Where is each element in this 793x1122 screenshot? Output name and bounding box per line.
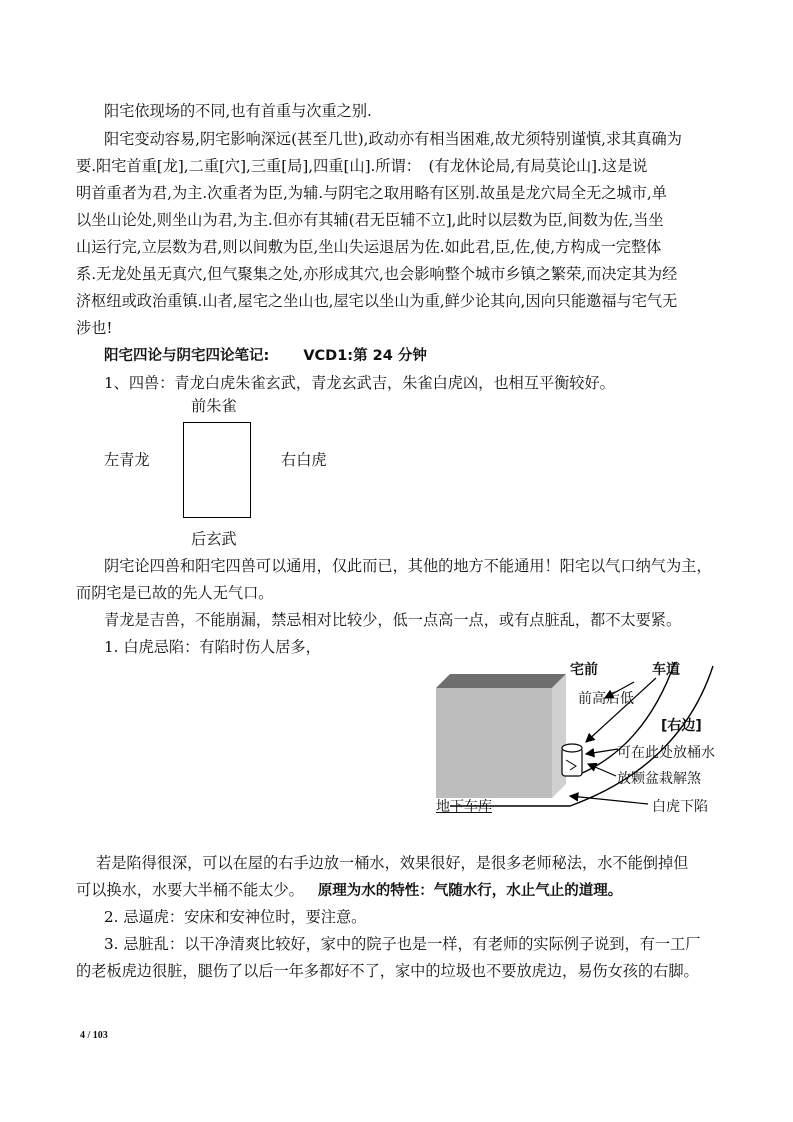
label-left-azure-dragon: 左青龙 xyxy=(104,451,150,469)
paragraph-text: 以坐山论处,则坐山为君,为主.但亦有其辅(君无臣辅不立],此时以层数为臣,间数为佐,当坐 xyxy=(76,211,664,229)
paragraph-text: 青龙是吉兽，不能崩漏，禁忌相对比较少，低一点高一点，或有点脏乱，都不太要紧。 xyxy=(104,611,682,629)
section-heading xyxy=(104,343,736,369)
page-number: 4 / 103 xyxy=(80,1030,108,1041)
paragraph-text: 阴宅论四兽和阳宅四兽可以通用，仅此而已，其他的地方不能通用！阳宅以气口纳气为主， xyxy=(104,557,712,575)
house-box xyxy=(183,422,251,518)
paragraph-text: 涉也! xyxy=(76,319,113,337)
cube-side xyxy=(552,674,566,798)
list-item-tiger-sink: 1. 白虎忌陷：有陷时伤人居多， xyxy=(104,638,321,656)
label-back-black-tortoise: 后玄武 xyxy=(191,530,237,548)
label-house-front: 宅前 xyxy=(570,662,598,678)
label-right-white-tiger: 右白虎 xyxy=(281,451,327,469)
label-front-high: 前高后低 xyxy=(578,691,634,707)
paragraph-text: 的老板虎边很脏，腿伤了以后一年多都好不了，家中的垃圾也不要放虎边，易伤女孩的右脚。 xyxy=(76,962,699,980)
label-garage: 地下车库 xyxy=(436,799,492,815)
paragraph-text: 系.无龙处虽无真穴,但气聚集之处,亦形成其穴,也会影响整个城市乡镇之繁荣,而决定其为经 xyxy=(76,265,678,283)
paragraph-text: 济枢纽或政治重镇.山者,屋宅之坐山也,屋宅以坐山为重,鲜少论其向,因向只能邀福与宅气无 xyxy=(76,292,678,310)
paragraph-text: 山运行完,立层数为君,则以间敷为臣,坐山失运退居为佐.如此君,臣,佐,使,方构成一完整体 xyxy=(76,238,662,256)
label-right-side: [右边] xyxy=(661,718,702,734)
heading-source: VCD1:第 24 分钟 xyxy=(303,348,427,364)
paragraph-text: 而阴宅是已故的先人无气口。 xyxy=(76,584,274,602)
list-item-no-mess: 3. 忌脏乱：以干净清爽比较好，家中的院子也是一样，有老师的实际例子说到，有一工厂 xyxy=(104,935,701,953)
heading-title: 阳宅四论与阴宅四论笔记: xyxy=(104,348,270,364)
paragraph-text: 要.阳宅首重[龙],二重[穴],三重[局],四重[山].所谓： (有龙休论局,有局莫论山].这是说 xyxy=(76,157,648,175)
label-tiger-sink: 白虎下陷 xyxy=(652,799,708,815)
paragraph-text: 若是陷得很深，可以在屋的右手边放一桶水，效果很好，是很多老师秘法，水不能倒掉但 xyxy=(96,854,689,872)
principle-bold-text: 原理为水的特性：气随水行，水止气止的道理。 xyxy=(317,883,623,899)
list-item-no-press-tiger: 2. 忌逼虎：安床和安神位时，要注意。 xyxy=(104,908,367,926)
paragraph-text xyxy=(76,877,736,904)
label-bucket-note: 可在此处放桶水 xyxy=(617,745,715,761)
label-plant-note: 放颗盆栽解煞 xyxy=(617,771,701,787)
paragraph-text: 阳宅变动容易,阴宅影响深远(甚至几世),政动亦有相当困难,故尤须特别谨慎,求其真确为 xyxy=(104,130,682,148)
paragraph-text: 明首重者为君,为主.次重者为臣,为辅.与阴宅之取用略有区别.故虽是龙穴局全无之城市,单 xyxy=(76,184,667,202)
cube-top xyxy=(436,674,566,688)
text-segment: 可以换水，水要大半桶不能太少。 xyxy=(76,881,304,899)
paragraph-intro: 阳宅依现场的不同,也有首重与次重之别. xyxy=(104,102,372,120)
four-beasts-intro: 1、四兽：青龙白虎朱雀玄武，青龙玄武吉，朱雀白虎凶，也相互平衡较好。 xyxy=(104,374,615,392)
label-front-vermilion-bird: 前朱雀 xyxy=(191,397,237,415)
cube-front xyxy=(436,688,552,798)
label-road: 车道 xyxy=(652,662,680,678)
